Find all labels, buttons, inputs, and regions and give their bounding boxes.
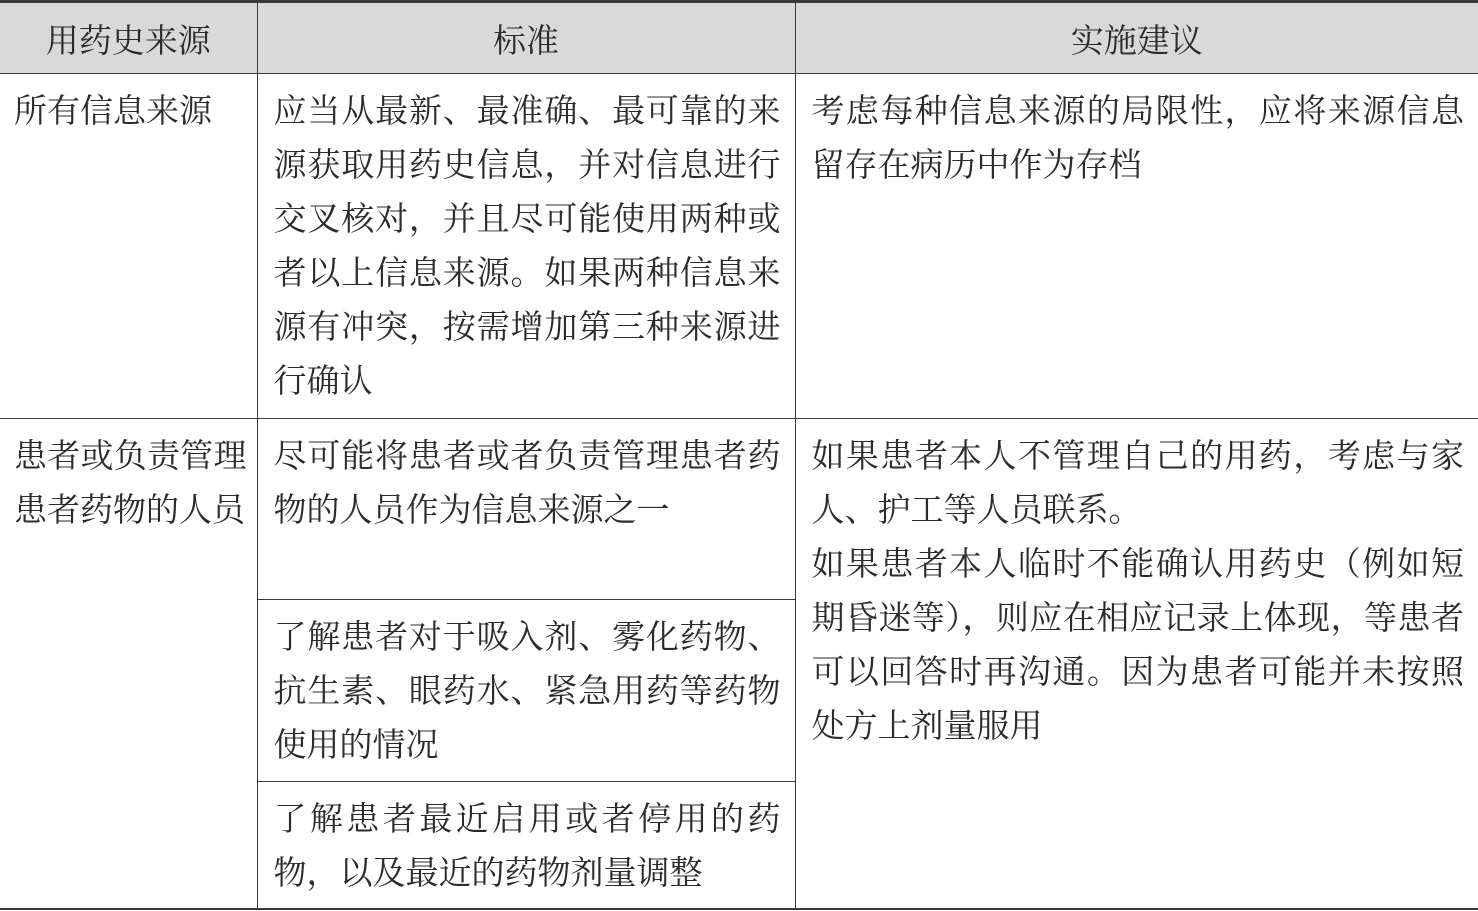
standard-cell: 尽可能将患者或者负责管理患者药物的人员作为信息来源之一	[257, 418, 795, 599]
header-row	[0, 2, 1478, 74]
advice-paragraph: 考虑每种信息来源的局限性，应将来源信息留存在病历中作为存档	[811, 91, 1464, 184]
source-cell: 患者或负责管理患者药物的人员	[0, 418, 257, 909]
table-row	[0, 418, 1478, 599]
source-cell: 所有信息来源	[0, 74, 257, 419]
advice-paragraph: 如果患者本人临时不能确认用药史（例如短期昏迷等），则应在相应记录上体现，等患者可以回答时再沟通。因为患者可能并未按照处方上剂量服用	[811, 543, 1464, 745]
advice-cell	[795, 418, 1478, 909]
header-advice: 实施建议	[795, 2, 1478, 74]
standard-cell: 了解患者对于吸入剂、雾化药物、抗生素、眼药水、紧急用药等药物使用的情况	[257, 600, 795, 781]
standard-cell: 应当从最新、最准确、最可靠的来源获取用药史信息，并对信息进行交叉核对，并且尽可能使用两种或者以上信息来源。如果两种信息来源有冲突，按需增加第三种来源进行确认	[257, 74, 795, 419]
advice-paragraph: 如果患者本人不管理自己的用药，考虑与家人、护工等人员联系。	[811, 435, 1464, 529]
advice-cell	[795, 74, 1478, 419]
header-source: 用药史来源	[0, 2, 257, 74]
standard-cell: 了解患者最近启用或者停用的药物，以及最近的药物剂量调整	[257, 781, 795, 909]
table-row	[0, 74, 1478, 419]
header-standard: 标准	[257, 2, 795, 74]
